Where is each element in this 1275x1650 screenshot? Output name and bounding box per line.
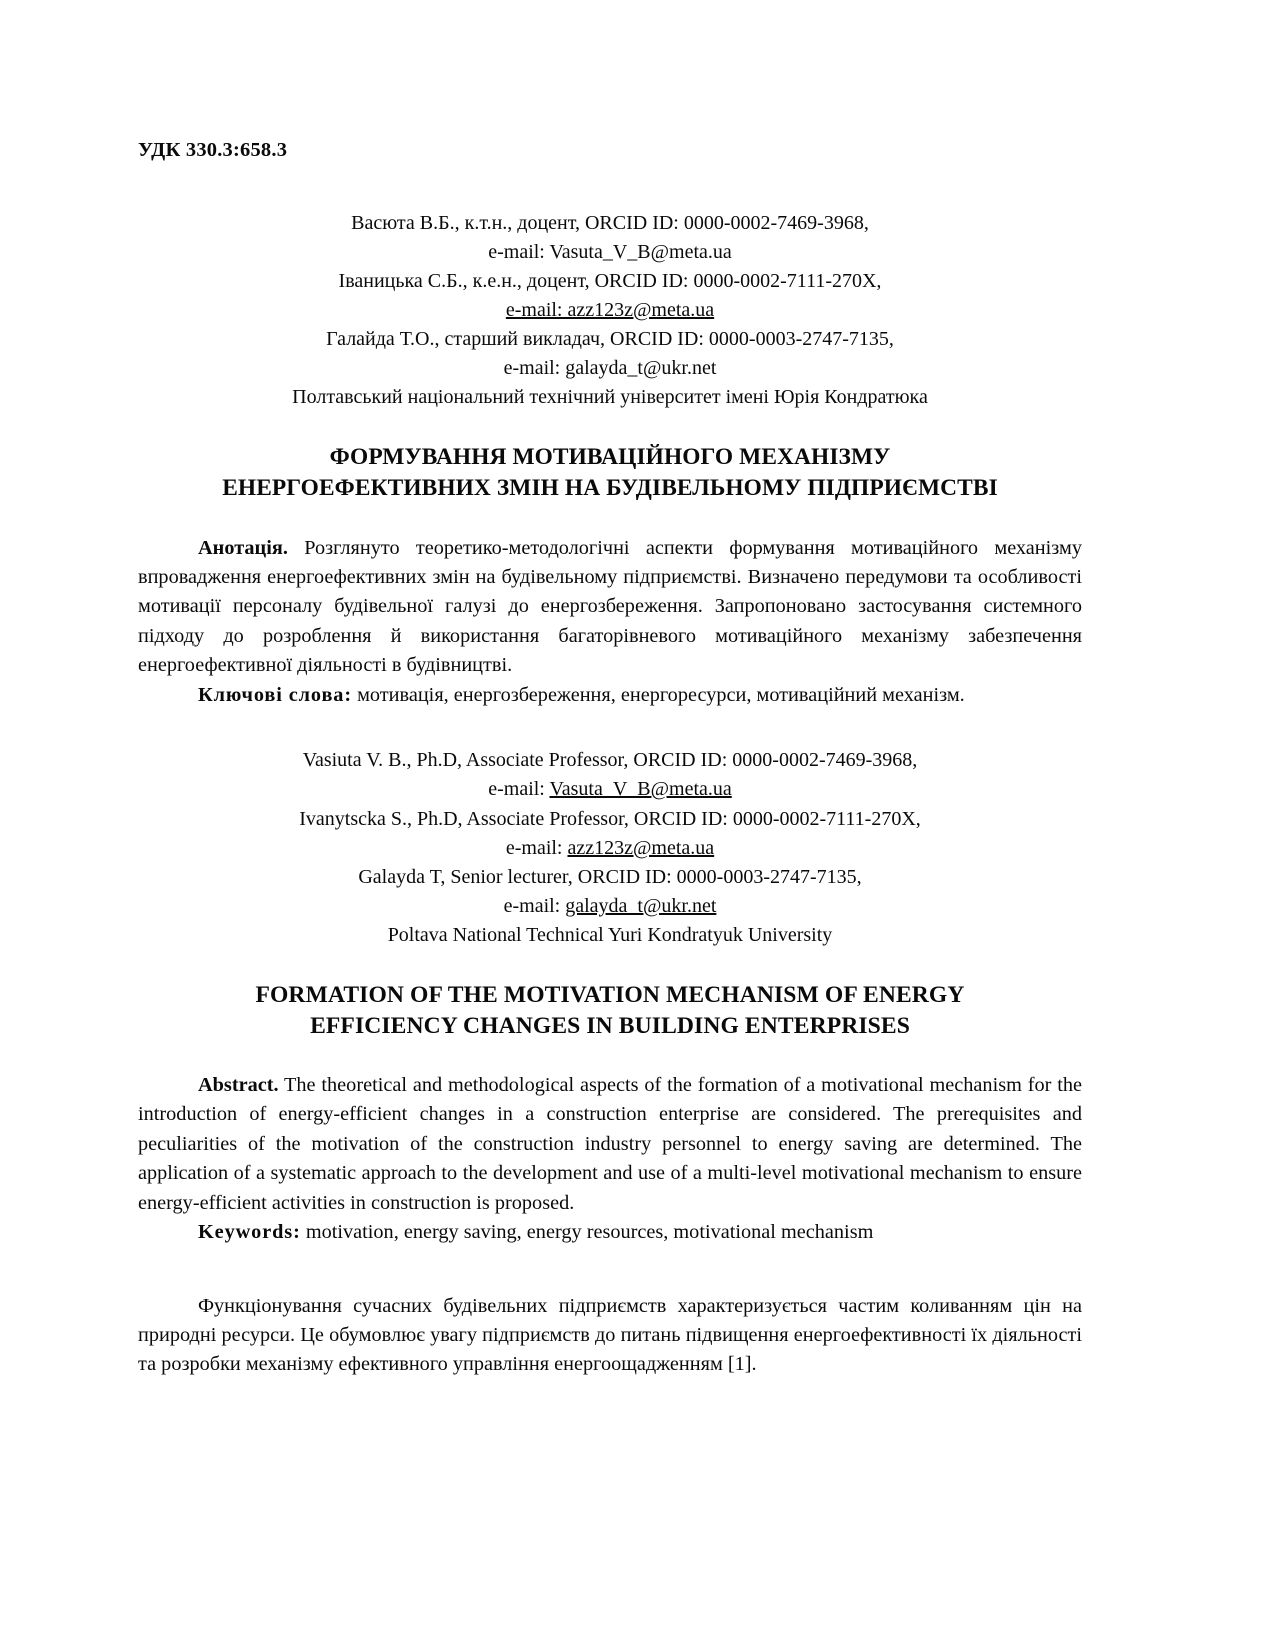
udk-code: УДК 330.3:658.3	[138, 139, 288, 161]
abstract-english	[138, 1071, 1082, 1218]
keywords-label-en: Keywords:	[198, 1221, 301, 1244]
email-link[interactable]: galayda_t@ukr.net	[565, 894, 717, 917]
title-line-1: ФОРМУВАННЯ МОТИВАЦІЙНОГО МЕХАНІЗМУ	[329, 444, 891, 471]
author-line: Васюта В.Б., к.т.н., доцент, ORCID ID: 0000-0002-7469-3968,	[351, 211, 869, 234]
keywords-ukrainian	[138, 681, 1082, 710]
keywords-english	[138, 1218, 1082, 1247]
author-block-ukrainian	[138, 209, 1082, 413]
author-email-line: e-mail: galayda_t@ukr.net	[503, 357, 717, 380]
title-english	[138, 980, 1082, 1043]
email-link[interactable]: e-mail: azz123z@meta.ua	[505, 298, 715, 321]
keywords-label-uk: Ключові слова:	[198, 683, 353, 706]
abstract-label-uk: Анотація.	[198, 536, 288, 559]
author-email-line: e-mail: Vasuta_V_B@meta.ua	[488, 240, 732, 263]
abstract-text-uk: Розглянуто теоретико-методологічні аспекти формування мотиваційного механізму впровадження енергоефективних змін на будівельному підприємстві. Визначено передумови та особливості мотивації персоналу будівельної галузі до енергозбереження. Запропоновано застосування системного підходу до розроблення й використання багаторівневого мотиваційного механізму забезпечення енергоефективної діяльності в будівництві.	[138, 536, 1082, 677]
keywords-text-uk: мотивація, енергозбереження, енергоресурси, мотиваційний механізм.	[357, 683, 965, 706]
author-block-english	[138, 746, 1082, 950]
affiliation-line: Poltava National Technical Yuri Kondratyuk University	[387, 923, 833, 946]
author-email-line: e-mail: Vasuta_V_B@meta.ua	[488, 778, 732, 801]
body-paragraph-text: Функціонування сучасних будівельних підприємств характеризується частим коливанням цін на природні ресурси. Це обумовлює увагу підприємств до питань підвищення енергоефективності їх діяльності та розробки механізму ефективного управління енергоощадженням [1].	[138, 1294, 1082, 1376]
email-link[interactable]: azz123z@meta.ua	[567, 836, 715, 859]
author-email-line	[138, 296, 1082, 325]
abstract-text-en: The theoretical and methodological aspects of the formation of a motivational mechanism for the introduction of energy-efficient changes in a construction enterprise are considered. The prerequisites and peculiarities of the motivation of the construction industry personnel to energy saving are determined. The application of a systematic approach to the development and use of a multi-level motivational mechanism to ensure energy-efficient activities in construction is proposed.	[138, 1073, 1082, 1214]
author-email-line: e-mail: galayda_t@ukr.net	[503, 894, 717, 917]
author-line: Іваницька С.Б., к.е.н., доцент, ORCID ID: 0000-0002-7111-270X,	[338, 269, 882, 292]
email-link[interactable]: Vasuta_V_B@meta.ua	[549, 778, 732, 801]
title-line-1: FORMATION OF THE MOTIVATION MECHANISM OF ENERGY	[255, 981, 965, 1008]
author-email-line: e-mail: azz123z@meta.ua	[505, 836, 715, 859]
page-content	[138, 138, 1082, 1380]
author-line: Галайда Т.О., старший викладач, ORCID ID: 0000-0003-2747-7135,	[326, 327, 894, 350]
title-line-2: EFFICIENCY CHANGES IN BUILDING ENTERPRISES	[310, 1013, 910, 1040]
title-ukrainian	[138, 442, 1082, 504]
affiliation-line: Полтавський національний технічний університет імені Юрія Кондратюка	[292, 386, 928, 409]
abstract-ukrainian	[138, 534, 1082, 681]
author-line: Galayda T, Senior lecturer, ORCID ID: 0000-0003-2747-7135,	[358, 865, 862, 888]
abstract-label-en: Abstract.	[198, 1073, 279, 1096]
body-paragraph-1	[138, 1292, 1082, 1380]
author-line: Ivanytscka S., Ph.D, Associate Professor, ORCID ID: 0000-0002-7111-270X,	[299, 807, 921, 830]
keywords-text-en: motivation, energy saving, energy resources, motivational mechanism	[305, 1221, 874, 1244]
title-line-2: ЕНЕРГОЕФЕКТИВНИХ ЗМІН НА БУДІВЕЛЬНОМУ ПІДПРИЄМСТВІ	[222, 475, 998, 502]
author-line: Vasiuta V. B., Ph.D, Associate Professor, ORCID ID: 0000-0002-7469-3968,	[302, 749, 918, 772]
